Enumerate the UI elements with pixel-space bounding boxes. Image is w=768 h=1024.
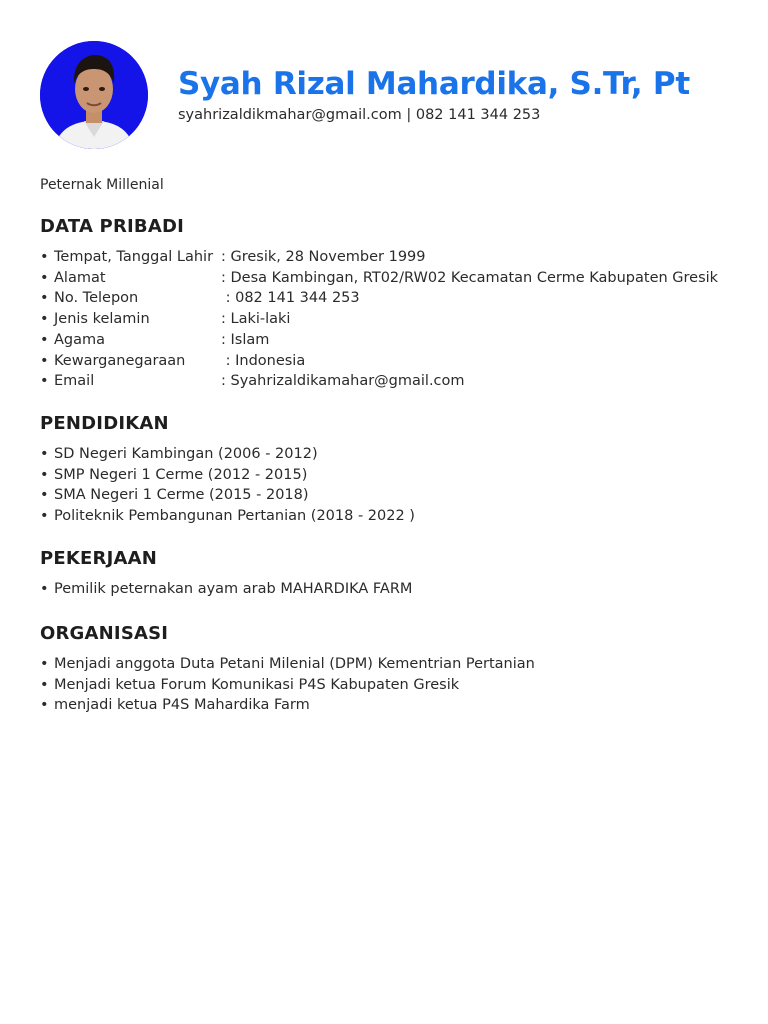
list-item: • SD Negeri Kambingan (2006 - 2012)	[40, 444, 740, 465]
section-organisasi	[40, 623, 740, 716]
field-value: : Indonesia	[221, 352, 306, 369]
field-value: : Gresik, 28 November 1999	[221, 249, 426, 265]
list-item	[40, 288, 740, 309]
section-heading: PENDIDIKAN	[40, 413, 169, 434]
field-label: Email	[54, 373, 95, 390]
list-item	[40, 371, 740, 392]
field-value: : Desa Kambingan, RT02/RW02 Kecamatan Cerme Kabupaten Gresik	[221, 269, 719, 286]
section-heading: ORGANISASI	[40, 623, 169, 644]
list-item: • menjadi ketua P4S Mahardika Farm	[40, 695, 740, 716]
resume-header	[40, 41, 740, 151]
person-portrait-icon	[40, 41, 148, 149]
list-item: • Pemilik peternakan ayam arab MAHARDIKA FARM	[40, 579, 740, 600]
field-label: No. Telepon	[54, 290, 139, 307]
section-heading: PEKERJAAN	[40, 548, 158, 569]
section-pendidikan	[40, 413, 740, 527]
field-label: Jenis kelamin	[54, 311, 150, 328]
education-list	[40, 444, 740, 527]
list-item: • Politeknik Pembangunan Pertanian (2018 - 2022 )	[40, 506, 740, 527]
list-item	[40, 330, 740, 351]
field-value: : Syahrizaldikamahar@gmail.com	[221, 373, 465, 390]
list-item: • SMA Negeri 1 Cerme (2015 - 2018)	[40, 485, 740, 506]
list-item: • Menjadi anggota Duta Petani Milenial (DPM) Kementrian Pertanian	[40, 654, 740, 675]
contact-info: syahrizaldikmahar@gmail.com | 082 141 344 253	[178, 107, 541, 123]
work-list	[40, 579, 740, 600]
field-label: Agama	[54, 331, 106, 348]
organization-list	[40, 654, 740, 716]
field-value: : 082 141 344 253	[221, 290, 360, 307]
candidate-name: Syah Rizal Mahardika, S.Tr, Pt	[178, 66, 690, 102]
list-item	[40, 268, 740, 289]
section-heading: DATA PRIBADI	[40, 216, 184, 237]
list-item	[40, 309, 740, 330]
field-value: : Laki-laki	[221, 311, 291, 328]
tagline: Peternak Millenial	[40, 177, 164, 193]
list-item	[40, 351, 740, 372]
section-pekerjaan	[40, 548, 740, 600]
field-label: Alamat	[54, 269, 106, 286]
field-label: Tempat, Tanggal Lahir	[54, 249, 214, 265]
section-data-pribadi	[40, 216, 740, 392]
profile-photo	[40, 41, 148, 149]
personal-data-list	[40, 247, 740, 392]
list-item: • Menjadi ketua Forum Komunikasi P4S Kabupaten Gresik	[40, 675, 740, 696]
list-item: • SMP Negeri 1 Cerme (2012 - 2015)	[40, 465, 740, 486]
field-label: Kewarganegaraan	[54, 352, 186, 369]
field-value: : Islam	[221, 331, 270, 348]
list-item	[40, 247, 740, 268]
